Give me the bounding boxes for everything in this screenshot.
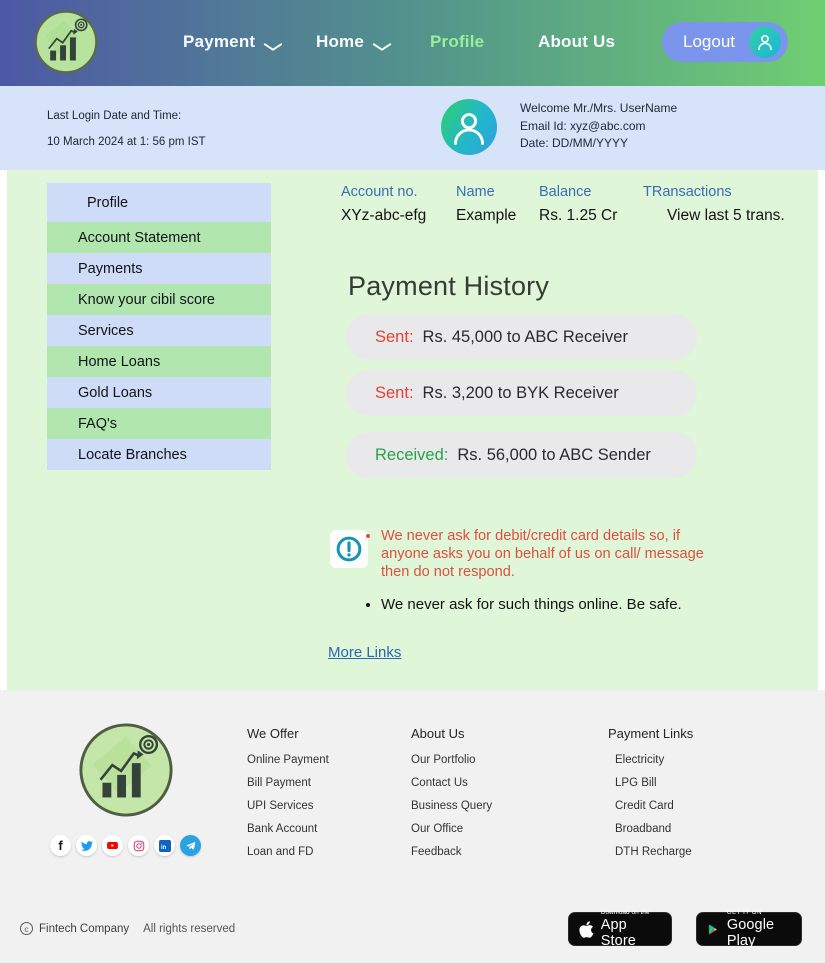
nav-item-profile[interactable] [430,32,484,52]
badge-line2: Google Play [726,917,775,949]
last-login-block [47,110,206,148]
footer-col-title: Payment Links [608,726,694,741]
footer-link[interactable]: Contact Us [411,777,468,789]
more-links-link[interactable]: More Links [328,644,402,661]
footer-link[interactable]: UPI Services [247,800,314,812]
telegram-icon[interactable] [180,835,201,856]
sidebar-item-profile[interactable]: Profile [47,183,271,222]
nav-item-home-label: Home [316,32,365,51]
account-col-header: Name [456,184,495,200]
nav-item-home[interactable] [316,32,392,52]
txn-text: Rs. 45,000 to ABC Receiver [422,327,628,346]
company-logo-icon [33,9,99,75]
user-avatar-icon [441,99,497,155]
social-links [50,835,201,856]
user-info-block [520,100,677,153]
sidebar-item-gold-loans[interactable]: Gold Loans [47,377,271,408]
sidebar-item-locate-branches[interactable]: Locate Branches [47,439,271,470]
logout-button[interactable] [662,22,788,62]
txn-text: Rs. 56,000 to ABC Sender [457,445,651,464]
txn-text: Rs. 3,200 to BYK Receiver [422,383,619,402]
logout-button-label: Logout [683,32,735,51]
youtube-icon[interactable] [102,835,123,856]
footer-link[interactable]: Bill Payment [247,777,311,789]
footer-link[interactable]: Business Query [411,800,493,812]
badge-line2: App Store [600,917,636,949]
account-col-header: Account no. [341,184,418,200]
nav-item-payment-label: Payment [183,32,256,51]
linkedin-icon[interactable] [154,835,175,856]
alert-exclamation-icon [330,530,368,568]
sidebar-item-cibil-score[interactable]: Know your cibil score [47,284,271,315]
transaction-row [346,370,697,416]
sidebar-item-home-loans[interactable]: Home Loans [47,346,271,377]
user-icon [749,26,781,58]
transaction-row [346,432,697,478]
last-login-label: Last Login Date and Time: [47,110,182,122]
main-content [7,170,818,690]
footer-col-title: About Us [411,726,465,741]
account-name-value: Example [456,207,517,224]
footer-link[interactable]: Feedback [411,846,462,858]
welcome-text: Welcome Mr./Mrs. UserName [520,101,678,115]
footer-col-about-us [411,726,492,869]
footer-link[interactable]: Our Portfolio [411,754,476,766]
badge-line1: GET IT ON [726,910,763,916]
chevron-down-icon [372,42,392,52]
last-login-value: 10 March 2024 at 1: 56 pm IST [47,136,206,148]
sidebar-item-account-statement[interactable]: Account Statement [47,222,271,253]
google-play-icon [707,921,720,938]
view-last-transactions-link[interactable]: View last 5 trans. [667,207,785,224]
sidebar-menu [47,183,271,470]
copyright-rights: All rights reserved [143,922,236,935]
google-play-badge[interactable] [696,910,802,949]
session-info-bar [0,86,825,170]
apple-icon [579,920,594,939]
account-number-value: XYz-abc-efg [341,207,427,224]
app-store-badge[interactable] [568,909,672,949]
footer-link[interactable]: LPG Bill [615,777,657,789]
chevron-down-icon [263,42,283,52]
top-navbar [0,0,825,86]
facebook-icon[interactable]: f [50,835,71,856]
date-text: Date: DD/MM/YYYY [520,136,629,150]
footer-col-we-offer [247,726,329,869]
nav-item-payment[interactable] [183,32,283,52]
sidebar-item-services[interactable]: Services [47,315,271,346]
footer-link[interactable]: Credit Card [615,800,674,812]
footer [0,690,825,963]
transaction-row [346,314,697,360]
footer-link[interactable]: Our Office [411,823,464,835]
account-col-header: TRansactions [643,184,732,200]
warning-notice: • We never ask for debit/credit card details so, if anyone asks you on behalf of us on call/ message then do not respond. [381,527,717,581]
footer-link[interactable]: Bank Account [247,823,318,835]
account-summary-table [341,184,813,225]
nav-item-about-us[interactable] [538,32,615,52]
svg-text:in: in [160,844,166,851]
email-text: Email Id: xyz@abc.com [520,118,646,133]
footer-link[interactable]: Loan and FD [247,846,314,858]
footer-link[interactable]: DTH Recharge [615,846,692,858]
copyright-bar [20,922,235,935]
safety-notice: • We never ask for such things online. Be safe. [381,596,717,615]
nav-item-about-us-label: About Us [538,32,616,51]
instagram-icon[interactable] [128,835,149,856]
safety-notices [381,527,717,615]
sidebar-item-payments[interactable]: Payments [47,253,271,284]
sidebar-item-faqs[interactable]: FAQ's [47,408,271,439]
txn-type-label: Sent: [375,383,414,402]
txn-type-label: Received: [375,445,449,464]
company-logo-icon [77,721,175,819]
copyright-icon: c [20,922,33,935]
footer-col-title: We Offer [247,726,299,741]
nav-item-profile-label: Profile [430,32,485,51]
footer-col-payment-links [608,726,693,869]
footer-link[interactable]: Electricity [615,754,665,766]
twitter-icon[interactable] [76,835,97,856]
badge-line1: Download on the [600,909,650,916]
footer-link[interactable]: Online Payment [247,754,329,766]
copyright-company: Fintech Company [39,922,130,935]
account-balance-value: Rs. 1.25 Cr [539,207,618,224]
txn-type-label: Sent: [375,327,414,346]
account-col-header: Balance [539,184,592,200]
page-title: Payment History [348,271,550,301]
footer-link[interactable]: Broadband [615,823,672,835]
